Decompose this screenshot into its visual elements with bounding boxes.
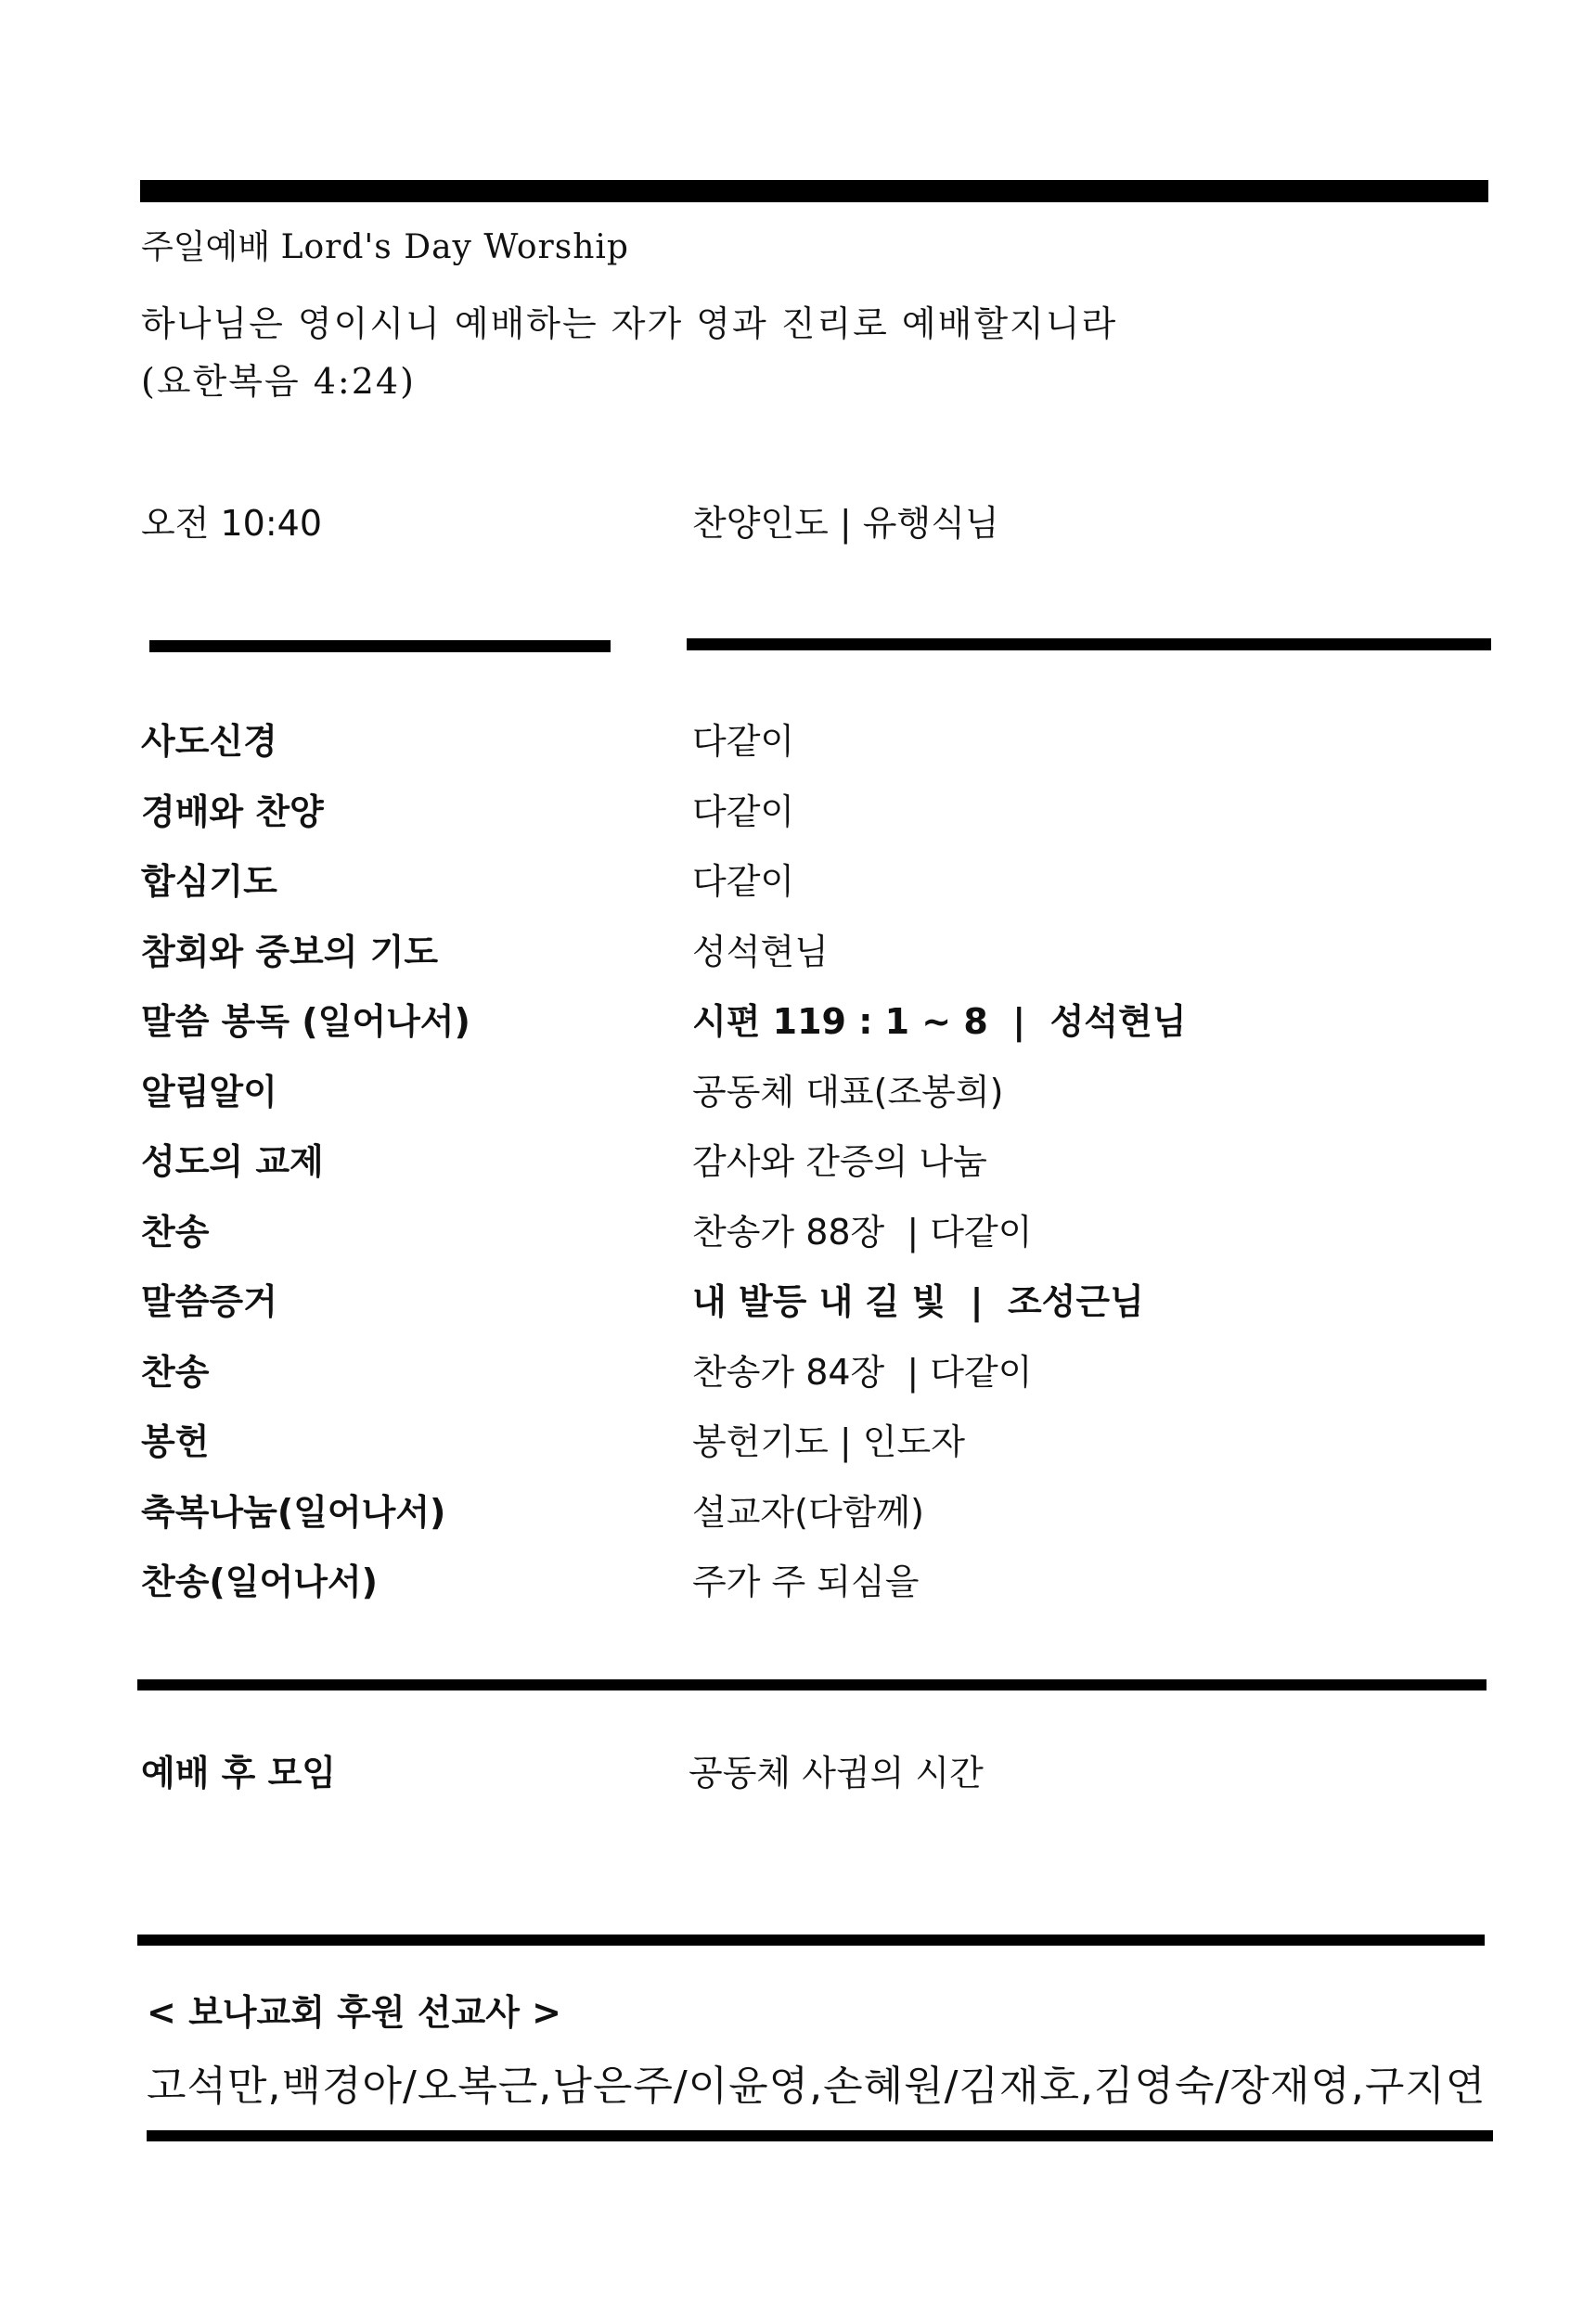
section-divider-left (149, 640, 611, 652)
order-row (141, 1413, 1487, 1484)
order-item: 성도의 교제 (141, 1141, 324, 1182)
order-row (141, 993, 1487, 1063)
order-item: 봉헌 (141, 1421, 210, 1462)
order-detail: 다같이 (692, 791, 795, 832)
order-item: 사도신경 (141, 721, 277, 762)
scripture-verse (141, 295, 1117, 410)
order-row (141, 1343, 1487, 1414)
order-row (141, 1203, 1487, 1274)
order-detail: 주가 주 되심을 (692, 1562, 920, 1602)
missionary-names: 고석만,백경아/오복근,남은주/이윤영,손혜원/김재호,김영숙/장재영,구지연 (147, 2063, 1487, 2110)
order-item: 알림알이 (141, 1071, 277, 1112)
order-row (141, 713, 1487, 783)
order-detail: 봉헌기도 | 인도자 (692, 1421, 965, 1462)
order-row (141, 1553, 1487, 1624)
order-detail: 찬송가 88장 | 다같이 (692, 1211, 1033, 1253)
order-item: 합심기도 (141, 861, 277, 902)
after-service-label: 예배 후 모임 (141, 1753, 336, 1793)
order-item: 찬송 (141, 1211, 210, 1253)
worship-title-en: Lord's Day Worship (280, 228, 629, 266)
order-item: 축복나눔(일어나서) (141, 1491, 446, 1533)
scripture-verse-text: 하나님은 영이시니 예배하는 자가 영과 진리로 예배할지니라 (141, 303, 1118, 344)
service-time: 오전 10:40 (141, 503, 323, 544)
missionary-title: < 보나교회 후원 선교사 > (147, 1992, 561, 2033)
order-detail: 공동체 대표(조봉희) (692, 1071, 1004, 1112)
order-item: 말씀 봉독 (일어나서) (141, 1001, 470, 1042)
section-divider-right (687, 638, 1491, 650)
missionary-top-divider (137, 1935, 1485, 1946)
order-item: 경배와 찬양 (141, 791, 324, 832)
top-divider (140, 180, 1488, 202)
after-service-value: 공동체 사귐의 시간 (689, 1753, 984, 1793)
order-detail: 다같이 (692, 861, 795, 902)
order-detail: 시편 119 : 1 ~ 8 | 성석현님 (692, 1001, 1187, 1042)
order-detail: 설교자(다함께) (692, 1491, 924, 1533)
order-item: 말씀증거 (141, 1281, 277, 1322)
order-row (141, 1484, 1487, 1554)
order-row (141, 1063, 1487, 1134)
order-item: 찬송 (141, 1351, 210, 1393)
order-detail: 내 발등 내 길 빛 | 조성근님 (692, 1281, 1144, 1322)
order-row (141, 1273, 1487, 1343)
order-detail: 감사와 간증의 나눔 (692, 1141, 987, 1182)
missionary-bottom-divider (147, 2130, 1493, 2141)
order-detail: 다같이 (692, 721, 795, 762)
worship-title (141, 221, 629, 268)
order-row (141, 1133, 1487, 1203)
scripture-verse-reference: (요한복음 4:24) (141, 361, 416, 402)
after-service-divider (137, 1679, 1487, 1690)
order-row (141, 783, 1487, 854)
order-row (141, 923, 1487, 994)
praise-leader: 찬양인도 | 유행식님 (692, 503, 999, 544)
order-row (141, 853, 1487, 923)
worship-title-ko: 주일예배 (141, 228, 271, 266)
order-item: 참회와 중보의 기도 (141, 931, 439, 972)
order-detail: 찬송가 84장 | 다같이 (692, 1351, 1033, 1393)
order-detail: 성석현님 (692, 931, 829, 972)
order-of-service (141, 713, 1487, 1624)
order-item: 찬송(일어나서) (141, 1562, 378, 1602)
